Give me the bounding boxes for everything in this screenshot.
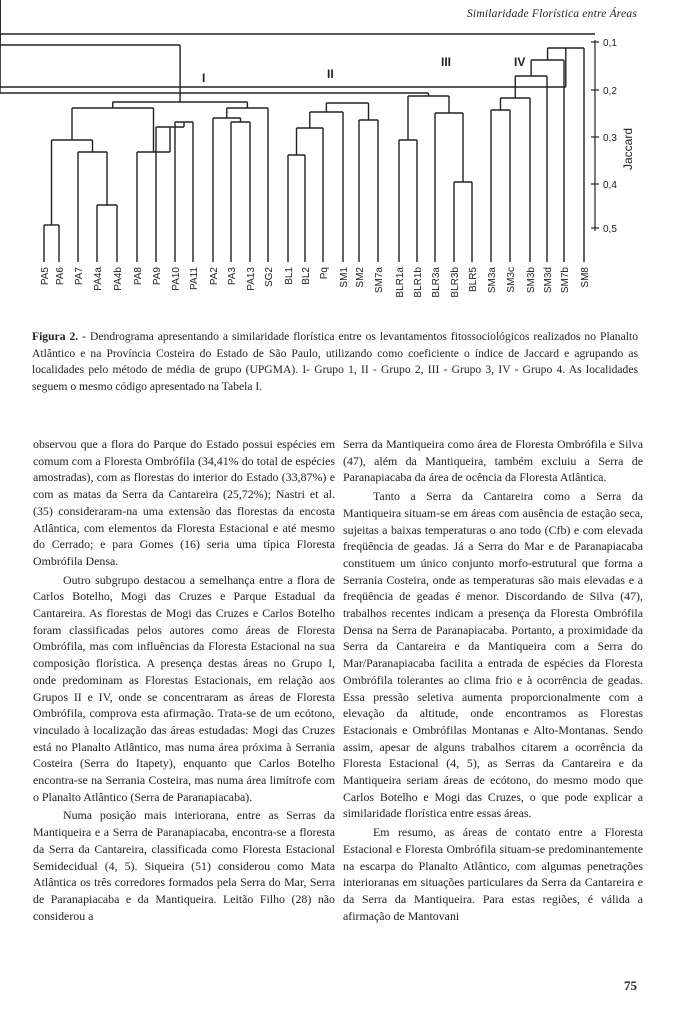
- group-label-4: IV: [514, 55, 526, 69]
- axis-tick-label: 0,5: [603, 224, 617, 235]
- dendrogram-leaf-labels: [40, 267, 591, 298]
- axis-tick-label: 0,1: [603, 38, 617, 49]
- paragraph: Numa posição mais interiorana, entre as Serras da Mantiqueira e a Serra de Paranapiacaba, encontra-se a floresta da Serra da Cantareira, classificada como Floresta Estacional Semidecidual (4, 5). Siqueira (51) considerou como Mata Atlântica os três corredores formados pela Serra do Mar, Serra de Paranapiacaba e da Mantiqueira. Leitão Filho (28) não considerou a: [33, 808, 335, 923]
- group-label-2: II: [327, 67, 334, 81]
- leaf-label: PA5: [40, 267, 51, 286]
- group-label-3: III: [441, 55, 452, 69]
- leaf-label: SM3b: [526, 267, 537, 294]
- leaf-label: PA4a: [93, 267, 104, 291]
- leaf-label: SM1: [339, 267, 350, 288]
- leaf-label: Pq: [319, 267, 330, 280]
- leaf-label: BL1: [284, 267, 295, 285]
- leaf-label: PA4b: [113, 267, 124, 291]
- leaf-label: PA3: [227, 267, 238, 286]
- axis-tick-label: 0,2: [603, 86, 617, 97]
- page-number: 75: [624, 978, 637, 993]
- leaf-label: PA7: [74, 267, 85, 286]
- leaf-label: BLR3b: [450, 267, 461, 298]
- leaf-label: SM7b: [560, 267, 571, 294]
- leaf-label: SM3c: [506, 267, 517, 293]
- jaccard-axis: [591, 38, 617, 235]
- leaf-label: SM3a: [487, 267, 498, 294]
- figure-caption: [32, 329, 638, 395]
- running-head: Similaridade Florística entre Áreas: [466, 8, 637, 20]
- leaf-label: BLR1b: [413, 267, 424, 298]
- leaf-label: SG2: [264, 267, 275, 288]
- leaf-label: PA6: [55, 267, 66, 286]
- leaf-label: PA2: [209, 267, 220, 286]
- paragraph: Em resumo, as áreas de contato entre a Floresta Estacional e Floresta Ombrófila situam-se predominantemente na escarpa do Planalto Atlântico, com algumas penetrações interioranas em situações particulares da Serra da Cantareira e da Serra da Mantiqueira. Para estas regiões, é válida a afirmação de Mantovani: [343, 825, 643, 923]
- leaf-label: BLR3a: [431, 267, 442, 298]
- axis-tick-label: 0,4: [603, 180, 617, 191]
- dendrogram-branches: [0, 0, 595, 262]
- paragraph: Serra da Mantiqueira como área de Floresta Ombrófila e Silva (47), além da Mantiqueira, também excluiu a Serra de Paranapiacaba da área de ocência da Floresta Atlântica.: [343, 437, 643, 485]
- group-label-1: I: [202, 71, 206, 85]
- axis-tick-label: 0,3: [603, 133, 617, 144]
- leaf-label: BL2: [301, 267, 312, 285]
- paragraph: observou que a flora do Parque do Estado possui espécies em comum com a Floresta Ombrófila (34,41% do total de espécies amostradas), com as florestas do interior do Estado (33,87%) e com as matas da Serra da Cantareira (25,72%); Nastri et al. (35) consideraram-na uma extensão das florestas da encosta Atlântica, com elementos da Floresta Estacional e até mesmo do Cerrado; e para Gomes (16) seria uma típica Floresta Ombrófila Densa.: [33, 437, 335, 568]
- leaf-label: SM2: [355, 267, 366, 288]
- leaf-label: PA13: [246, 267, 257, 291]
- leaf-label: PA10: [171, 267, 182, 291]
- axis-label: Jaccard: [621, 127, 635, 170]
- leaf-label: PA9: [152, 267, 163, 286]
- leaf-label: SM8: [580, 267, 591, 288]
- leaf-label: SM7a: [374, 267, 385, 294]
- left-column: [33, 436, 335, 924]
- leaf-label: SM3d: [543, 267, 554, 294]
- leaf-label: PA8: [133, 267, 144, 286]
- leaf-label: BLR1a: [395, 267, 406, 298]
- paragraph: Outro subgrupo destacou a semelhança entre a flora de Carlos Botelho, Mogi das Cruzes e Parque Estadual da Cantareira. As florestas de Mogi das Cruzes e Carlos Botelho foram classificadas pelos autores como áreas de Floresta Ombrófila, mas com influências da Floresta Estacional na sua composição florística. A presença destas áreas no Grupo I, onde predominam as Florestas Estacionais, em relação aos Grupos II e IV, onde se concentraram as áreas de Floresta Ombrófila, comprova esta afirmação. Trata-se de um ecótono, vinculado à localização das áreas estudadas: Mogi das Cruzes está no Planalto Atlântico, mas numa área próxima à Serrania Costeira (Serra do Itapety), enquanto que Carlos Botelho encontra-se na Serrania Costeira, mas numa área limítrofe com o Planalto Atlântico (Serra de Paranapiacaba).: [33, 572, 335, 804]
- figure-caption-text: - Dendrograma apresentando a similaridade florística entre os levantamentos fitossociológicos realizados no Planalto Atlântico e na Província Costeira do Estado de São Paulo, utilizando como coeficiente o índice de Jaccard e agrupando as localidades pelo método de média de grupo (UPGMA). I- Grupo 1, II - Grupo 2, III - Grupo 3, IV - Grupo 4. As localidades seguem o mesmo código apresentado na Tabela I.: [32, 330, 638, 393]
- dendrogram-figure: [0, 0, 677, 320]
- right-column: [343, 436, 643, 924]
- paragraph: Tanto a Serra da Cantareira como a Serra da Mantiqueira situam-se em áreas com ausência de estação seca, sujeitas a baixas temperaturas o ano todo (Cfb) e com elevada freqüência de geadas. Já a Serra do Mar e de Paranapiacaba constituem um único conjunto morfo-estrutural que forma a Serrania Costeira, onde as temperaturas são mais elevadas e a freqüência de geadas é menor. Discordando de Silva (47), trabalhos recentes indicam a presença da Floresta Ombrófila Densa na Serra de Paranapiacaba. Portanto, a proximidade da Serra da Cantareira e da Mantiqueira com a Serra do Mar/Paranapiacaba facilita a entrada de espécies da Floresta Ombrófila tolerantes ao clima frio e à ocorrência de geadas. Essa pressão seletiva aumenta proporcionalmente com a elevação da altitude, onde encontramos as Florestas Estacionais e Ombrófilas Montanas e Alto-Montanas. Sendo assim, apesar de alguns trabalhos citarem a ocorrência da Floresta Estacional (4, 5), as Serras da Cantareira e da Mantiqueira seriam áreas de ecótono, do mesmo modo que Carlos Botelho e Mogi das Cruzes, o que pode explicar a similaridade florística entre essas áreas.: [343, 489, 643, 821]
- leaf-label: PA11: [189, 267, 200, 290]
- figure-caption-label: Figura 2.: [32, 330, 79, 343]
- leaf-label: BLR5: [468, 267, 479, 293]
